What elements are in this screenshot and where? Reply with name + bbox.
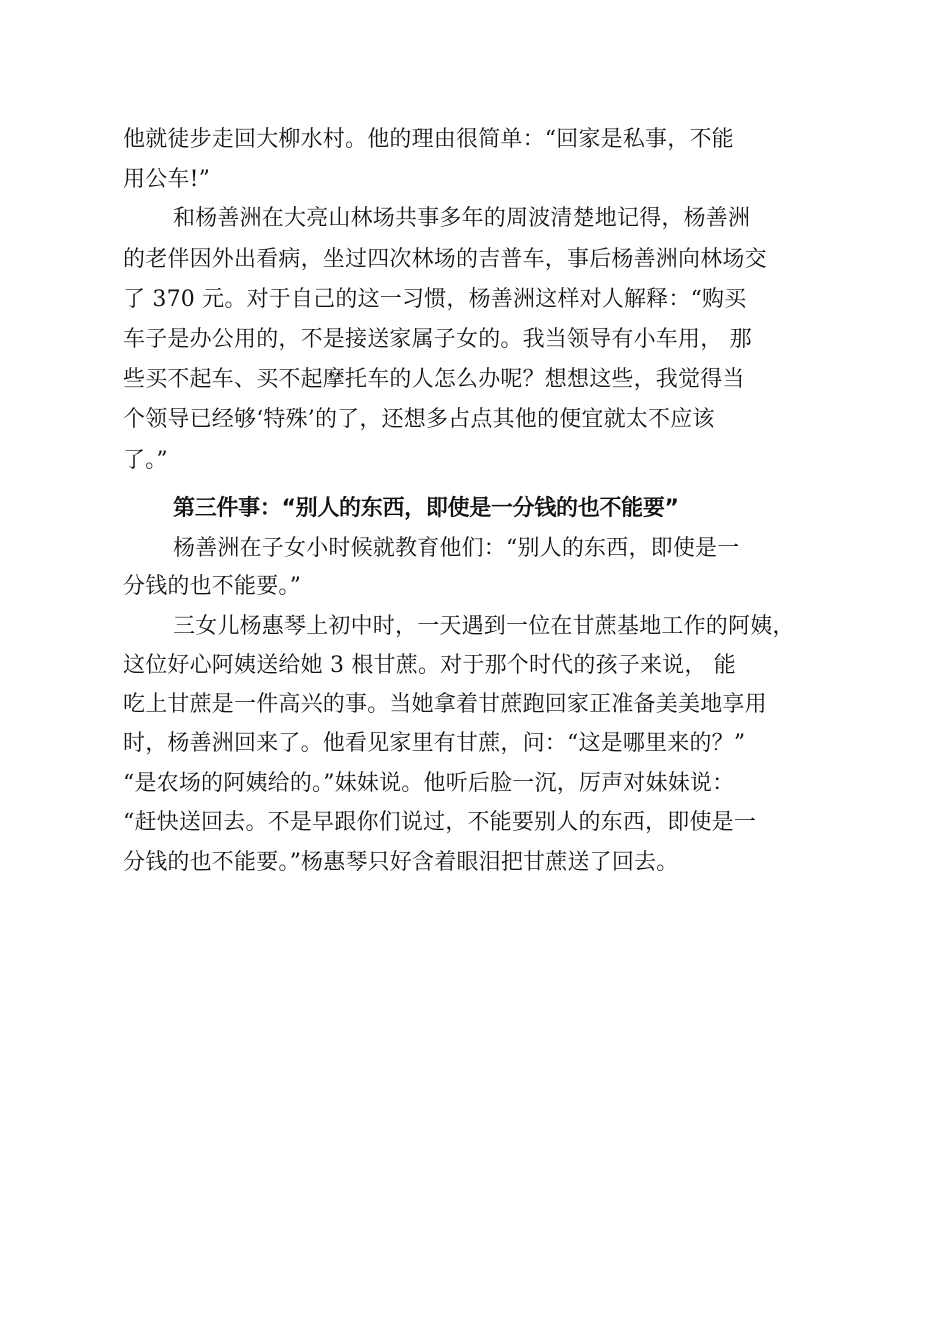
paragraph-line: 三女儿杨惠琴上初中时，一天遇到一位在甘蔗基地工作的阿姨， — [173, 614, 795, 639]
paragraph-line: 了。” — [123, 448, 168, 473]
paragraph-line: 的老伴因外出看病，坐过四次林场的吉普车，事后杨善洲向林场交 — [123, 247, 767, 272]
paragraph-line: 了 370 元。对于自己的这一习惯，杨善洲这样对人解释：“购买 — [123, 287, 747, 312]
paragraph-line: “是农场的阿姨给的。”妹妹说。他听后脸一沉，厉声对妹妹说： — [123, 771, 735, 796]
paragraph-line: 车子是办公用的，不是接送家属子女的。我当领导有小车用， 那 — [123, 327, 752, 352]
section-heading: 第三件事：“别人的东西，即使是一分钱的也不能要” — [173, 496, 679, 521]
paragraph-line: “赶快送回去。不是早跟你们说过，不能要别人的东西，即使是一 — [123, 810, 757, 835]
paragraph-line: 和杨善洲在大亮山林场共事多年的周波清楚地记得，杨善洲 — [173, 206, 751, 231]
paragraph-line: 他就徒步走回大柳水村。他的理由很简单：“回家是私事，不能 — [123, 127, 734, 152]
paragraph-line: 些买不起车、买不起摩托车的人怎么办呢？想想这些，我觉得当 — [123, 367, 745, 392]
paragraph-line: 个领导已经够‘特殊’的了，还想多占点其他的便宜就太不应该 — [123, 407, 715, 432]
paragraph-line: 分钱的也不能要。” — [123, 574, 302, 599]
paragraph-line: 时，杨善洲回来了。他看见家里有甘蔗，问：“这是哪里来的？” — [123, 731, 746, 756]
paragraph-line: 分钱的也不能要。”杨惠琴只好含着眼泪把甘蔗送了回去。 — [123, 850, 679, 875]
paragraph-line: 这位好心阿姨送给她 3 根甘蔗。对于那个时代的孩子来说， 能 — [123, 653, 736, 678]
paragraph-line: 吃上甘蔗是一件高兴的事。当她拿着甘蔗跑回家正准备美美地享用 — [123, 692, 767, 717]
paragraph-line: 杨善洲在子女小时候就教育他们：“别人的东西，即使是一 — [173, 536, 740, 561]
paragraph-line: 用公车!” — [123, 167, 211, 192]
